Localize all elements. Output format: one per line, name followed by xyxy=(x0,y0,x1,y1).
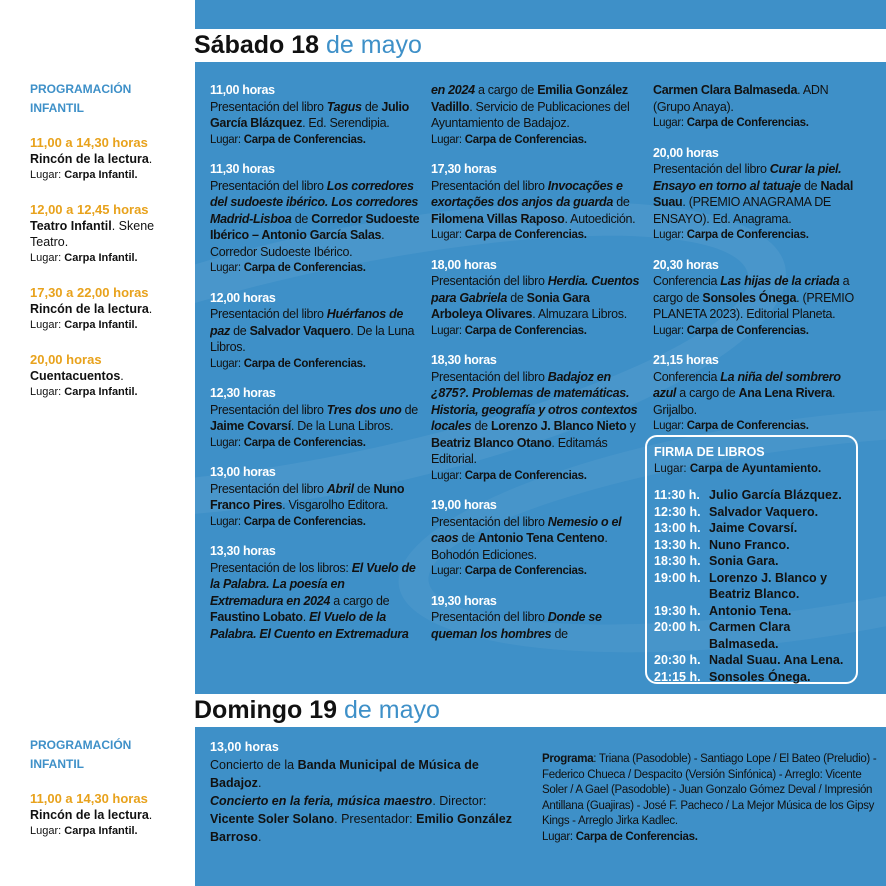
desc-text: . De la Luna Libros. xyxy=(210,323,415,354)
item-time: 20,00 horas xyxy=(30,352,102,367)
signing-author: Nadal Suau. Ana Lena. xyxy=(709,653,844,667)
desc-text: Presentación del libro xyxy=(210,307,327,321)
event-description xyxy=(431,82,641,132)
book-title-text: El Vuelo de la Palabra. La poesía en Extremadura en 2024 xyxy=(210,560,416,608)
place-end: . xyxy=(583,229,587,241)
place-end: . xyxy=(362,436,366,449)
book-signing-place: Lugar: Carpa de Ayuntamiento. xyxy=(654,462,822,475)
book-signing-title: FIRMA DE LIBROS xyxy=(654,445,765,459)
item-title-rest: . Skene Teatro. xyxy=(30,219,155,249)
book-title-text: Las hijas de la criada xyxy=(720,274,840,288)
desc-text: . De la Luna Libros. xyxy=(290,419,394,433)
place-value: Carpa Infantil. xyxy=(64,319,138,331)
place-label: Lugar: xyxy=(30,386,62,398)
event-time: 13,00 horas xyxy=(210,465,276,479)
book-title-text: Badajoz en ¿875?. Problemas de matemáticas. Historia, geografía y otros contextos locales xyxy=(431,369,638,433)
event-item xyxy=(210,290,420,373)
item-place xyxy=(30,823,190,839)
saturday-column-2 xyxy=(431,82,641,684)
place-end: . xyxy=(805,117,809,129)
signing-row xyxy=(654,619,849,652)
author-name: Ana Lena Rivera xyxy=(738,386,833,400)
event-place xyxy=(431,563,641,580)
event-description xyxy=(210,178,420,261)
event-description xyxy=(210,99,420,132)
book-signing-box xyxy=(645,435,858,684)
place-label: Lugar: xyxy=(431,133,462,146)
place-label: Lugar: xyxy=(653,229,684,241)
event-description xyxy=(653,273,863,323)
desc-text: . (PREMIO PLANETA 2023). Editorial Planeta. xyxy=(653,290,854,321)
event-item xyxy=(431,352,641,484)
event-item xyxy=(653,352,863,432)
place-value: Carpa de Conferencias xyxy=(243,436,363,449)
book-title-text: Abril xyxy=(326,481,354,496)
item-title xyxy=(30,218,190,250)
sunday-concert-event xyxy=(210,738,520,846)
signing-row xyxy=(654,553,849,570)
author-name: Sonsoles Ónega xyxy=(702,290,797,305)
desc-text: . Corredor Sudoeste Ibérico. xyxy=(210,228,385,259)
author-name: Beatriz Blanco Otano xyxy=(431,435,552,450)
author-name: Faustino Lobato xyxy=(210,610,303,624)
event-place xyxy=(431,132,641,149)
signing-author: Salvador Vaquero. xyxy=(709,504,819,519)
author-name: Sonia Gara Arboleya Olivares xyxy=(431,290,590,321)
desc-text: Presentación del libro xyxy=(431,610,548,624)
children-item xyxy=(30,352,190,400)
place-label: Lugar: xyxy=(431,469,462,482)
event-item xyxy=(431,497,641,580)
event-place xyxy=(210,356,420,373)
item-place xyxy=(30,384,190,400)
book-title xyxy=(327,100,362,114)
event-description xyxy=(431,369,641,468)
event-description xyxy=(210,306,420,356)
place-label: Lugar: xyxy=(653,324,684,337)
saturday-column-3 xyxy=(653,82,863,432)
item-title-rest: . xyxy=(148,152,153,166)
book-title-text: Donde se queman los hombres xyxy=(431,610,602,641)
signing-time: 19:30 h. xyxy=(654,603,701,618)
place-end: . xyxy=(362,357,366,370)
place-label: Lugar: xyxy=(431,324,462,337)
signing-time: 11:30 h. xyxy=(654,488,700,502)
place-end: . xyxy=(583,324,587,337)
place-value: Carpa Infantil. xyxy=(64,252,138,264)
place-end: . xyxy=(805,420,809,432)
children-item xyxy=(30,135,190,183)
event-place xyxy=(653,115,863,132)
signing-author: Jaime Covarsí. xyxy=(709,521,798,535)
event-description xyxy=(653,82,863,115)
signing-author: Carmen Clara Balmaseda. xyxy=(709,620,791,651)
desc-text: . Visgarolho Editora. xyxy=(282,498,389,512)
signing-time: 12:30 h. xyxy=(654,504,701,519)
signing-row xyxy=(654,537,849,554)
desc-text: Presentación del libro xyxy=(210,99,327,114)
place-value: Carpa de Conferencias xyxy=(686,420,806,432)
desc-text: Presentación del libro xyxy=(653,162,770,176)
event-description xyxy=(210,402,420,435)
desc-text: de xyxy=(507,290,527,305)
desc-text: de xyxy=(401,402,418,417)
event-item xyxy=(653,82,863,132)
event-description xyxy=(653,369,863,419)
place-label: Lugar: xyxy=(210,436,241,449)
event-item xyxy=(431,161,641,244)
desc-text: de xyxy=(471,419,491,433)
signing-time: 13:00 h. xyxy=(654,521,701,535)
author-name: Antonio Tena Centeno xyxy=(477,531,605,545)
saturday-month: de mayo xyxy=(326,31,422,59)
desc-text: Presentación del libro xyxy=(210,178,327,193)
desc-text: de xyxy=(551,626,568,641)
signing-row xyxy=(654,487,849,504)
children-item xyxy=(30,285,190,333)
place-value: Carpa de Conferencias xyxy=(464,324,584,337)
item-title-bold: Rincón de la lectura xyxy=(30,808,149,822)
saturday-children-program xyxy=(30,80,190,400)
author-name: Lorenzo J. Blanco Nieto xyxy=(490,419,627,433)
event-place xyxy=(653,323,863,340)
place-label: Lugar: xyxy=(653,420,684,432)
desc-text: de xyxy=(800,178,821,193)
event-time: 17,30 horas xyxy=(431,162,497,176)
desc-text: Presentación del libro xyxy=(431,369,548,384)
place-value: Carpa de Conferencias xyxy=(464,229,584,241)
signing-author: Lorenzo J. Blanco y Beatriz Blanco. xyxy=(709,570,828,601)
desc-text: . (PREMIO ANAGRAMA DE ENSAYO). Ed. Anagrama. xyxy=(653,195,831,226)
desc-text: . Bohodón Ediciones. xyxy=(431,531,608,562)
author-name: Julio García Blázquez xyxy=(210,99,409,130)
place-value: Carpa de Conferencias xyxy=(686,324,806,337)
author-name: Jaime Covarsí xyxy=(210,419,291,433)
event-place xyxy=(653,227,863,244)
place-end: . xyxy=(362,262,366,274)
event-description xyxy=(431,609,641,642)
author-name: Corredor Sudoeste Ibérico – Antonio García Salas xyxy=(210,211,420,242)
program-place: Lugar: Carpa de Conferencias. xyxy=(542,830,698,843)
place-value: Carpa de Conferencias xyxy=(243,262,363,274)
book-title xyxy=(720,274,839,288)
program-text: Programa: Triana (Pasodoble) - Santiago Lope / El Bateo (Preludio) - Federico Chueca / Despacito (Versión Sinfónica) - Arreglo: Vicente Soler / A Gael (Pasodoble) - Juan Gonzalo Gómez Deval / Impresión Antillana (Guajiras) - José F. Pacheco / La Mejor Música de los Gipsy Kings - Arreglo Jirka Kadlec. xyxy=(542,753,877,827)
place-value: Carpa de Conferencias xyxy=(464,469,584,482)
event-time: 11,30 horas xyxy=(210,162,275,176)
place-label: Lugar: xyxy=(30,825,62,837)
children-item xyxy=(30,202,190,266)
event-place xyxy=(431,227,641,244)
desc-text: . ADN (Grupo Anaya). xyxy=(653,83,829,114)
book-title-text: Curar la piel. Ensayo en torno al tatuaje xyxy=(653,162,842,193)
desc-text: a cargo de xyxy=(653,274,850,305)
signing-row xyxy=(654,652,849,669)
event-item xyxy=(210,82,420,148)
desc-text: Presentación del libro xyxy=(210,402,327,417)
signing-time: 18:30 h. xyxy=(654,554,701,568)
event-item xyxy=(653,145,863,244)
book-title-text: Tres dos uno xyxy=(326,402,402,417)
saturday-day: Sábado 18 xyxy=(194,31,320,59)
place-value: Carpa de Conferencias xyxy=(686,229,806,241)
signing-row xyxy=(654,570,849,603)
item-title-bold: Teatro Infantil xyxy=(30,219,112,233)
desc-text: . Ed. Serendipia. xyxy=(302,116,390,130)
desc-text: . Autoedición. xyxy=(564,211,636,226)
author-name: Filomena Villas Raposo xyxy=(431,211,565,226)
book-title-text: El Vuelo de la Palabra. El Cuento en Extremadura xyxy=(210,610,409,641)
event-item xyxy=(431,82,641,148)
book-title-text: en 2024 xyxy=(431,83,475,97)
item-title-bold: Rincón de la lectura xyxy=(30,152,149,166)
author-name: Carmen Clara Balmaseda xyxy=(653,83,798,97)
desc-text: . xyxy=(302,610,310,624)
sunday-header-bar xyxy=(28,694,886,727)
book-title xyxy=(431,83,475,97)
place-label: Lugar: xyxy=(210,357,241,370)
event-time: 13,00 horas xyxy=(210,740,279,754)
event-time: 19,00 horas xyxy=(431,498,497,512)
signing-row xyxy=(654,504,849,521)
event-place xyxy=(210,435,420,452)
children-items xyxy=(30,791,190,839)
desc-text: . Almuzara Libros. xyxy=(532,307,627,321)
place-label: Lugar: xyxy=(431,229,462,241)
desc-text: a cargo de xyxy=(330,593,390,608)
place-end: . xyxy=(362,515,366,528)
book-title-text: Invocações e exortações dos anjos da guarda xyxy=(431,178,623,209)
signing-author: Julio García Blázquez. xyxy=(709,488,842,502)
place-value: Carpa de Conferencias xyxy=(243,515,363,528)
saturday-header-bar xyxy=(28,29,886,62)
desc-text: a cargo de xyxy=(474,83,538,97)
book-title-text: Tagus xyxy=(326,99,362,114)
signing-row xyxy=(654,669,849,686)
event-time: 19,30 horas xyxy=(431,593,497,608)
item-title-bold: Cuentacuentos xyxy=(30,369,121,383)
item-time: 11,00 a 14,30 horas xyxy=(30,791,148,806)
desc-text: . Servicio de Publicaciones del Ayuntamiento de Badajoz. xyxy=(431,99,630,130)
place-value: Carpa de Conferencias xyxy=(243,133,363,146)
place-end: . xyxy=(805,229,809,241)
signing-time: 20:30 h. xyxy=(654,653,701,667)
children-title: PROGRAMACIÓN INFANTIL xyxy=(30,738,132,771)
saturday-column-1 xyxy=(210,82,420,684)
event-time: 20,00 horas xyxy=(653,145,719,160)
event-description xyxy=(653,161,863,227)
place-label: Lugar: xyxy=(210,262,241,274)
event-time: 12,00 horas xyxy=(210,290,276,305)
item-place xyxy=(30,317,190,333)
place-label: Lugar: xyxy=(210,133,241,146)
desc-text: de xyxy=(361,99,382,114)
event-item xyxy=(210,464,420,530)
saturday-header-title xyxy=(194,31,422,60)
book-signing-list xyxy=(654,487,849,685)
signing-row xyxy=(654,603,849,620)
event-item xyxy=(210,161,420,277)
item-title xyxy=(30,301,190,317)
place-value: Carpa de Conferencias xyxy=(464,565,584,577)
event-time: 20,30 horas xyxy=(653,257,719,272)
desc-text: . Editamás Editorial. xyxy=(431,435,608,466)
signing-time: 19:00 h. xyxy=(654,570,701,585)
item-title xyxy=(30,368,190,384)
book-title-text: Herdia. Cuentos para Gabriela xyxy=(431,274,640,305)
item-time: 11,00 a 14,30 horas xyxy=(30,135,148,150)
place-end: . xyxy=(583,469,587,482)
desc-text: de xyxy=(229,323,250,338)
place-label: Lugar: xyxy=(30,252,62,264)
desc-text: Presentación del libro xyxy=(210,481,327,496)
signing-time: 13:30 h. xyxy=(654,537,701,552)
signing-time: 21:15 h. xyxy=(654,669,701,684)
place-value: Carpa de Conferencias xyxy=(686,117,806,129)
desc-text: de xyxy=(291,211,312,226)
event-time: 18,00 horas xyxy=(431,257,497,272)
place-value: Carpa Infantil. xyxy=(64,169,138,181)
event-item xyxy=(431,593,641,643)
place-label: Lugar: xyxy=(30,169,62,181)
signing-author: Sonia Gara. xyxy=(709,554,779,568)
signing-author: Sonsoles Ónega. xyxy=(709,669,811,684)
event-place xyxy=(653,418,863,432)
event-item xyxy=(210,385,420,451)
book-title-text: Huérfanos de paz xyxy=(210,307,404,338)
event-place xyxy=(210,132,420,149)
item-time: 17,30 a 22,00 horas xyxy=(30,285,149,300)
event-time: 18,30 horas xyxy=(431,353,497,367)
event-description xyxy=(210,481,420,514)
item-time: 12,00 a 12,45 horas xyxy=(30,202,149,217)
item-title xyxy=(30,807,190,823)
desc-text: . Grijalbo. xyxy=(653,386,836,417)
sunday-children-program xyxy=(30,736,190,839)
place-label: Lugar: xyxy=(653,117,684,129)
place-label: Lugar: xyxy=(431,565,462,577)
event-item xyxy=(653,257,863,340)
signing-row xyxy=(654,520,849,537)
children-items xyxy=(30,135,190,400)
event-time: 21,15 horas xyxy=(653,353,719,367)
event-description xyxy=(210,560,420,643)
event-item xyxy=(210,543,420,642)
event-place xyxy=(431,468,641,485)
desc-text: y xyxy=(626,419,636,433)
desc-text: de xyxy=(613,195,630,209)
author-name: Emilia González Vadillo xyxy=(431,83,628,114)
item-title-rest: . xyxy=(148,302,153,316)
item-title-rest: . xyxy=(148,808,153,822)
book-title xyxy=(327,482,354,496)
desc-text: Conferencia xyxy=(653,274,721,288)
item-place xyxy=(30,250,190,266)
event-place xyxy=(210,514,420,531)
item-title xyxy=(30,151,190,167)
event-item xyxy=(431,257,641,340)
signing-author: Nuno Franco. xyxy=(709,537,790,552)
item-place xyxy=(30,167,190,183)
place-value: Carpa de Conferencias xyxy=(464,133,584,146)
signing-author: Antonio Tena. xyxy=(709,603,792,618)
place-label: Lugar: xyxy=(30,319,62,331)
event-place xyxy=(431,323,641,340)
item-title-bold: Rincón de la lectura xyxy=(30,302,149,316)
signing-time: 20:00 h. xyxy=(654,620,701,634)
item-title-rest: . xyxy=(120,369,124,383)
event-place xyxy=(210,260,420,277)
event-time: 12,30 horas xyxy=(210,386,276,400)
children-item xyxy=(30,791,190,839)
author-name: Nuno Franco Pires xyxy=(210,481,405,512)
book-title-text: Nemesio o el caos xyxy=(431,514,622,545)
event-time: 13,30 horas xyxy=(210,544,276,558)
desc-text: de xyxy=(458,531,478,545)
desc-text: Presentación del libro xyxy=(431,178,548,193)
desc-text: de xyxy=(353,481,374,496)
desc-text: Presentación del libro xyxy=(431,514,548,529)
event-time: 11,00 horas xyxy=(210,83,275,97)
place-label: Lugar: xyxy=(210,515,241,528)
desc-text: a cargo de xyxy=(676,386,739,400)
place-value: Carpa Infantil. xyxy=(64,825,138,837)
place-end: . xyxy=(805,324,809,337)
place-end: . xyxy=(362,133,366,146)
place-end: . xyxy=(583,133,587,146)
event-description xyxy=(431,273,641,323)
book-title xyxy=(327,403,402,417)
author-name: Salvador Vaquero xyxy=(249,323,351,338)
book-title-text: Los corredores del sudoeste ibérico. Los corredores Madrid-Lisboa xyxy=(210,178,419,226)
sunday-header-title xyxy=(194,696,440,725)
place-value: Carpa Infantil. xyxy=(64,386,138,398)
sunday-month: de mayo xyxy=(344,696,440,724)
book-title-text: La niña del sombrero azul xyxy=(653,369,841,400)
event-description xyxy=(431,514,641,564)
sunday-day: Domingo 19 xyxy=(194,696,338,724)
author-name: Nadal Suau xyxy=(653,178,853,209)
desc-text: Presentación del libro xyxy=(431,274,548,288)
event-description xyxy=(431,178,641,228)
place-value: Carpa de Conferencias xyxy=(243,357,363,370)
event-description: Concierto de la Banda Municipal de Música de Badajoz. Concierto en la feria, música maestro. Director: Vicente Soler Solano. Presentador: Emilio González Barroso. xyxy=(210,758,512,844)
place-end: . xyxy=(583,565,587,577)
desc-text: Conferencia xyxy=(653,369,721,384)
children-title: PROGRAMACIÓN INFANTIL xyxy=(30,82,132,115)
sunday-concert-program xyxy=(542,752,877,845)
desc-text: Presentación de los libros: xyxy=(210,560,352,575)
